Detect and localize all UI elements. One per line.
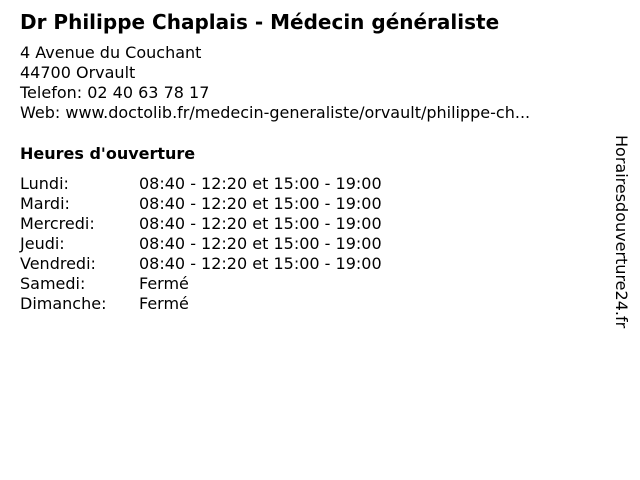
website-link: Web: www.doctolib.fr/medecin-generaliste/orvault/philippe-ch...: [20, 103, 531, 122]
day-label: Mercredi:: [20, 214, 95, 233]
page-title: Dr Philippe Chaplais - Médecin généraliste: [20, 10, 500, 34]
day-label: Samedi:: [20, 274, 86, 293]
address-street: 4 Avenue du Couchant: [20, 43, 202, 62]
phone-number: Telefon: 02 40 63 78 17: [20, 83, 210, 102]
time-value: Fermé: [139, 294, 189, 313]
opening-hours-heading: Heures d'ouverture: [20, 144, 196, 163]
time-value: 08:40 - 12:20 et 15:00 - 19:00: [139, 234, 382, 253]
time-value: 08:40 - 12:20 et 15:00 - 19:00: [139, 194, 382, 213]
day-label: Dimanche:: [20, 294, 107, 313]
day-label: Vendredi:: [20, 254, 96, 273]
time-value: 08:40 - 12:20 et 15:00 - 19:00: [139, 174, 382, 193]
day-label: Mardi:: [20, 194, 70, 213]
address-city: 44700 Orvault: [20, 63, 136, 82]
time-value: 08:40 - 12:20 et 15:00 - 19:00: [139, 254, 382, 273]
time-value: 08:40 - 12:20 et 15:00 - 19:00: [139, 214, 382, 233]
day-label: Jeudi:: [20, 234, 65, 253]
day-label: Lundi:: [20, 174, 69, 193]
time-value: Fermé: [139, 274, 189, 293]
contact-block: [20, 43, 530, 123]
site-watermark: Horairesdouverture24.fr: [612, 135, 631, 329]
